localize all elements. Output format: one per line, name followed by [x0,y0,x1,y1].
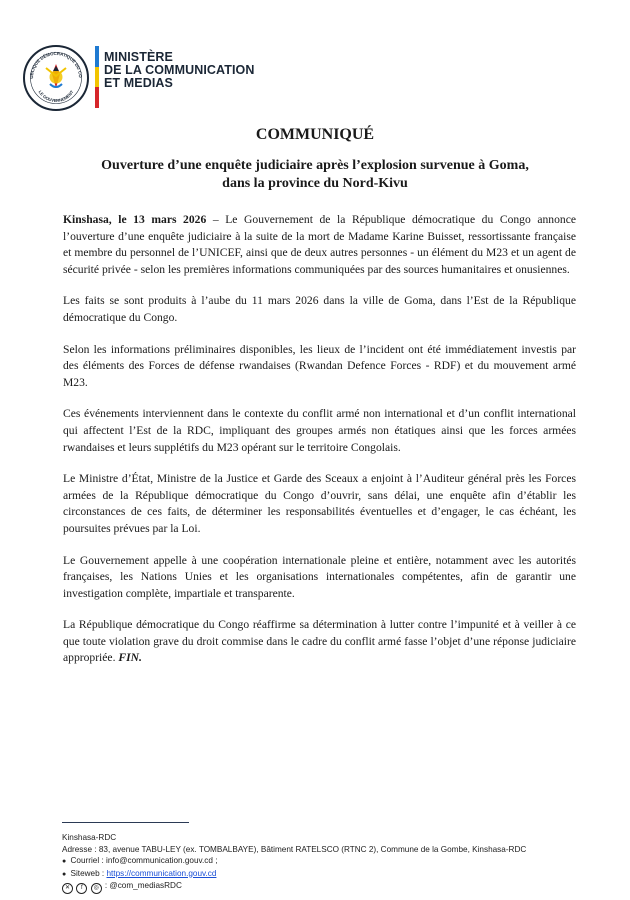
footer-divider [62,822,189,823]
fin-mark: FIN. [118,651,142,665]
communique-body [63,212,576,682]
document-title: COMMUNIQUÉ [255,126,375,143]
subtitle-line: Ouverture d’une enquête judiciaire après l’explosion survenue à Goma, [101,158,529,173]
paragraph: Ces événements interviennent dans le contexte du conflit armé non international et d’un conflit international qui affectent l’Est de la RDC, impliquant des groupes armés non étatiques ainsi que les forces armées rwandaises et leurs supplétifs du M23 opérant sur le territoire Congolais. [63,407,576,454]
footer-contact [62,832,602,894]
ministry-line: ET MEDIAS [104,76,173,90]
subtitle-line: dans la province du Nord-Kivu [222,176,408,191]
email-label: Courriel : [70,856,107,865]
paragraph: Selon les informations préliminaires disponibles, les lieux de l’incident ont été immédiatement investis par des éléments des Forces de défense rwandaises (Rwandan Defence Forces - RDF) et du mouvement armé M23. [63,342,576,389]
document-subtitle [60,157,570,193]
x-icon[interactable]: ✕ [62,883,73,894]
email-link[interactable]: info@communication.gouv.cd [106,856,213,865]
paragraph [63,617,576,667]
footer-city: Kinshasa-RDC [62,833,117,842]
email-suffix: ; [212,856,218,865]
svg-text:LE GOUVERNEMENT: LE GOUVERNEMENT [37,89,75,104]
paragraph-text: – Le Gouvernement de la République démocratique du Congo annonce l’ouverture d’une enquête judiciaire à la suite de la mort de Madame Karine Buisset, ressortissante française et membre du personnel de l’UNICEF, ainsi que de deux autres personnes - un élément du M23 et un agent de sécurité privée - selon les premières informations communiquées par des sources humanitaires et onusiennes. [63,213,576,276]
website-link[interactable]: https://communication.gouv.cd [106,868,217,878]
site-label: Siteweb : [70,868,107,878]
instagram-icon[interactable]: ◎ [91,883,102,894]
ministry-line: MINISTÈRE [104,50,173,64]
government-seal-logo [22,44,90,112]
ministry-name [104,51,255,90]
bullet-icon: ● [62,858,67,865]
ministry-line: DE LA COMMUNICATION [104,63,255,77]
paragraph: Le Ministre d’État, Ministre de la Justice et Garde des Sceaux a enjoint à l’Auditeur général près les Forces armées de la République démocratique du Congo d’ouvrir, sans délai, une enquête afin d’établir les circonstances de ces faits, de déterminer les responsabilités éventuelles et d’engager, le cas échéant, les poursuites prévues par la Loi. [63,472,576,535]
footer-site-row [62,868,602,881]
seal-graphic [22,44,90,112]
svg-text:RÉPUBLIQUE DÉMOCRATIQUE DU CON: UBLIQUE DÉMOCRATIQUE DU CO [28,50,84,79]
paragraph: Le Gouvernement appelle à une coopération internationale pleine et entière, notamment avec les autorités françaises, les Nations Unies et les organisations internationales compétentes, afin de garantir une investigation complète, impartiale et transparente. [63,553,576,600]
footer-address: Adresse : 83, avenue TABU-LEY (ex. TOMBALBAYE), Bâtiment RATELSCO (RTNC 2), Commune de la Gombe, Kinshasa-RDC [62,844,527,854]
social-handle[interactable]: : @com_mediasRDC [104,881,182,890]
footer-email-row [62,855,602,868]
facebook-icon[interactable]: f [76,883,87,894]
bullet-icon: ● [62,870,67,878]
paragraph: Les faits se sont produits à l’aube du 11 mars 2026 dans la ville de Goma, dans l’Est de la République démocratique du Congo. [63,294,576,324]
paragraph-text: La République démocratique du Congo réaffirme sa détermination à lutter contre l’impunité et à veiller à ce que toute violation grave du droit commise dans le cadre du conflit armé fasse l’objet d’une réponse judiciaire appropriée. [63,618,576,665]
dateline: Kinshasa, le 13 mars 2026 [63,213,207,226]
paragraph [63,212,576,278]
footer-social-row [62,880,602,894]
flag-color-bar [95,46,99,108]
